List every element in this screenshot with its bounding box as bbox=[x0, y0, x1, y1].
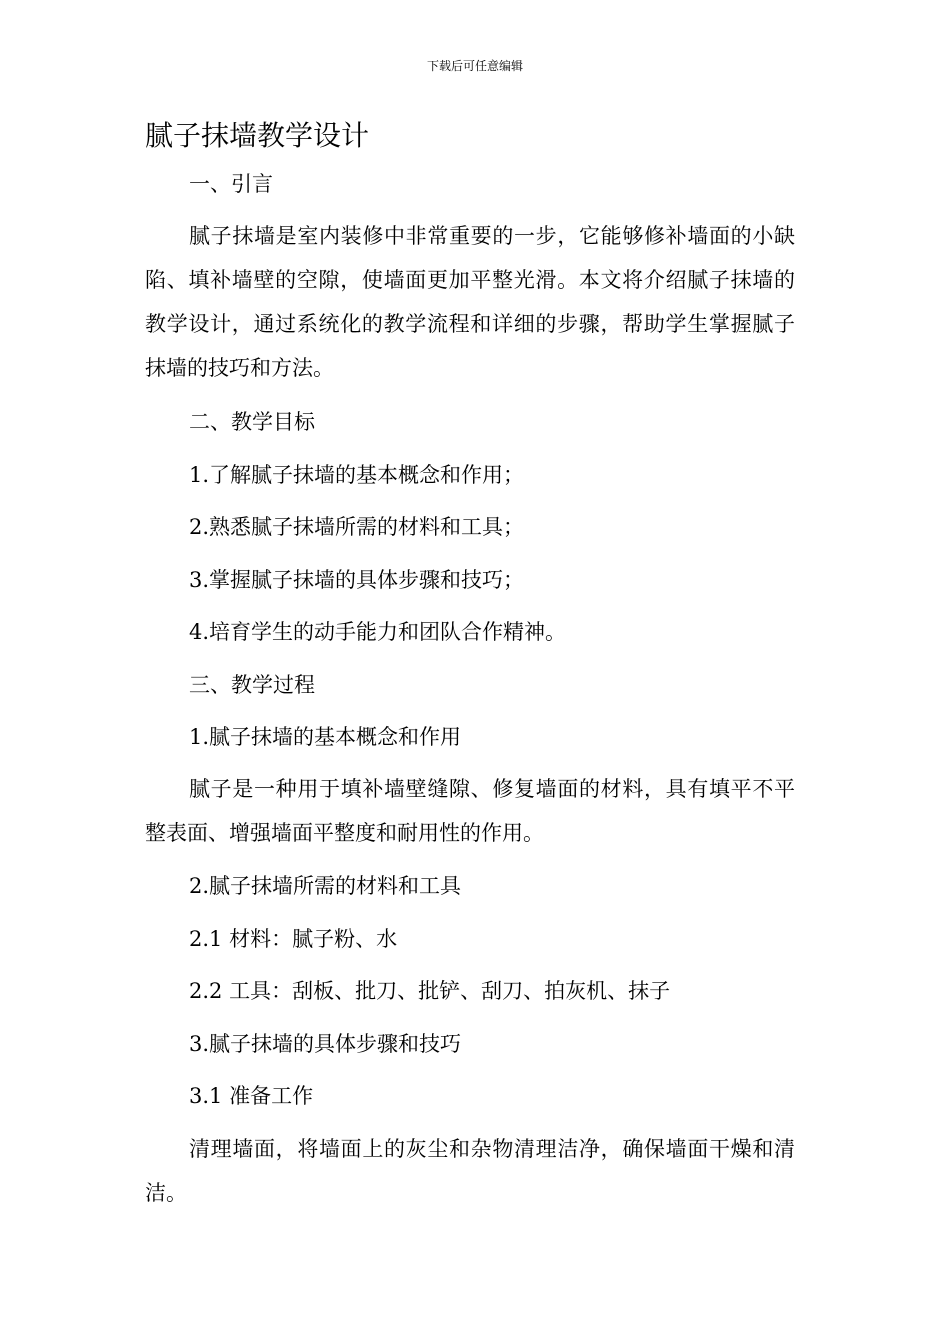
document-title: 腻子抹墙教学设计 bbox=[145, 119, 370, 152]
section-heading-process: 三、教学过程 bbox=[189, 673, 315, 697]
item-tools: 2.2 工具：刮板、批刀、批铲、刮刀、拍灰机、抹子 bbox=[189, 979, 671, 1003]
goal-item-3: 3.掌握腻子抹墙的具体步骤和技巧； bbox=[189, 568, 525, 592]
section-heading-intro: 一、引言 bbox=[189, 172, 273, 196]
subheading-concept: 1.腻子抹墙的基本概念和作用 bbox=[189, 725, 462, 749]
paragraph-concept: 腻子是一种用于填补墙壁缝隙、修复墙面的材料，具有填平不平整表面、增强墙面平整度和耐用性的作用。 bbox=[145, 777, 795, 845]
subheading-steps: 3.腻子抹墙的具体步骤和技巧 bbox=[189, 1032, 462, 1056]
item-materials: 2.1 材料：腻子粉、水 bbox=[189, 927, 398, 951]
goal-item-2: 2.熟悉腻子抹墙所需的材料和工具； bbox=[189, 515, 525, 539]
subheading-preparation: 3.1 准备工作 bbox=[189, 1084, 314, 1108]
goal-item-1: 1.了解腻子抹墙的基本概念和作用； bbox=[189, 463, 525, 487]
paragraph-preparation: 清理墙面，将墙面上的灰尘和杂物清理洁净，确保墙面干燥和清洁。 bbox=[145, 1137, 795, 1205]
page-header: 下载后可任意编辑 bbox=[426, 59, 523, 73]
section-heading-goals: 二、教学目标 bbox=[189, 410, 315, 434]
goal-item-4: 4.培育学生的动手能力和团队合作精神。 bbox=[189, 620, 567, 644]
paragraph-intro: 腻子抹墙是室内装修中非常重要的一步，它能够修补墙面的小缺陷、填补墙壁的空隙，使墙面更加平整光滑。本文将介绍腻子抹墙的教学设计，通过系统化的教学流程和详细的步骤，帮助学生掌握腻子抹墙的技巧和方法。 bbox=[145, 224, 795, 380]
subheading-materials: 2.腻子抹墙所需的材料和工具 bbox=[189, 874, 462, 898]
